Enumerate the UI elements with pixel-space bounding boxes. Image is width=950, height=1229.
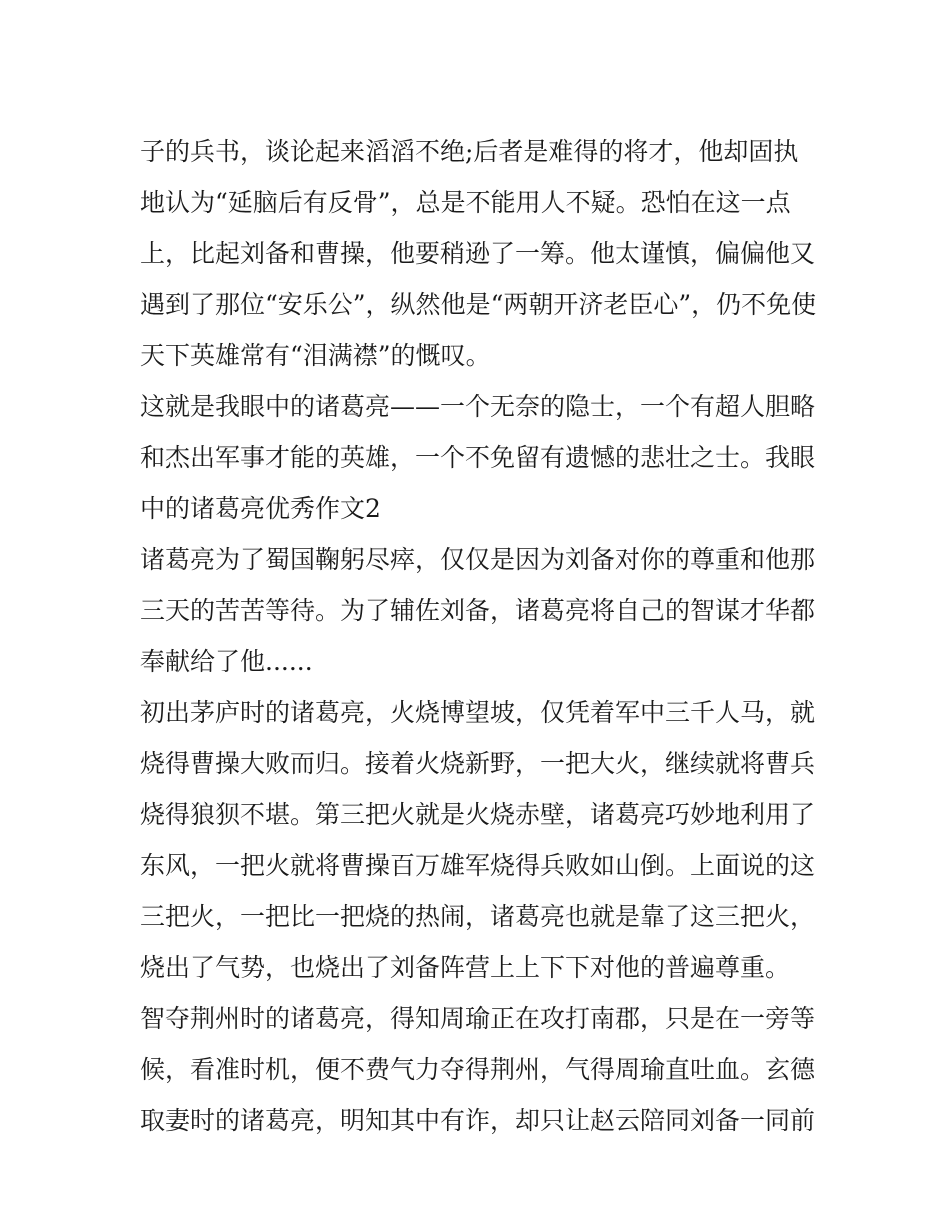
text-line: 烧出了气势，也烧出了刘备阵营上上下下对他的普遍尊重。	[140, 953, 791, 982]
text-line: 取妻时的诸葛亮，明知其中有诈，却只让赵云陪同刘备一同前	[140, 1106, 816, 1135]
text-line: 智夺荆州时的诸葛亮，得知周瑜正在攻打南郡，只是在一旁等	[140, 1004, 816, 1033]
text-line: 烧得曹操大败而归。接着火烧新野，一把大火，继续就将曹兵	[140, 749, 816, 778]
text-line: 三把火，一把比一把烧的热闹，诸葛亮也就是靠了这三把火，	[140, 902, 816, 931]
text-line: 初出茅庐时的诸葛亮，火烧博望坡，仅凭着军中三千人马，就	[140, 698, 816, 727]
text-line: 候，看准时机，便不费气力夺得荆州，气得周瑜直吐血。玄德	[140, 1055, 816, 1084]
text-line: 地认为“延脑后有反骨”，总是不能用人不疑。恐怕在这一点	[140, 188, 791, 217]
text-line: 上，比起刘备和曹操，他要稍逊了一筹。他太谨慎，偏偏他又	[140, 239, 816, 268]
text-line: 东风，一把火就将曹操百万雄军烧得兵败如山倒。上面说的这	[140, 851, 816, 880]
text-line: 烧得狼狈不堪。第三把火就是火烧赤壁，诸葛亮巧妙地利用了	[140, 800, 816, 829]
text-line: 中的诸葛亮优秀作文2	[140, 494, 381, 523]
text-line: 这就是我眼中的诸葛亮——一个无奈的隐士，一个有超人胆略	[140, 392, 816, 421]
text-line: 遇到了那位“安乐公”，纵然他是“两朝开济老臣心”，仍不免使	[140, 290, 817, 319]
text-line: 子的兵书，谈论起来滔滔不绝;后者是难得的将才，他却固执	[140, 137, 799, 166]
essay-text	[140, 126, 830, 1146]
text-line: 诸葛亮为了蜀国鞠躬尽瘁，仅仅是因为刘备对你的尊重和他那	[140, 545, 816, 574]
text-line: 三天的苦苦等待。为了辅佐刘备，诸葛亮将自己的智谋才华都	[140, 596, 816, 625]
text-line: 奉献给了他......	[140, 647, 313, 676]
text-line: 天下英雄常有“泪满襟”的慨叹。	[140, 341, 491, 370]
text-line: 和杰出军事才能的英雄，一个不免留有遗憾的悲壮之士。我眼	[140, 443, 816, 472]
